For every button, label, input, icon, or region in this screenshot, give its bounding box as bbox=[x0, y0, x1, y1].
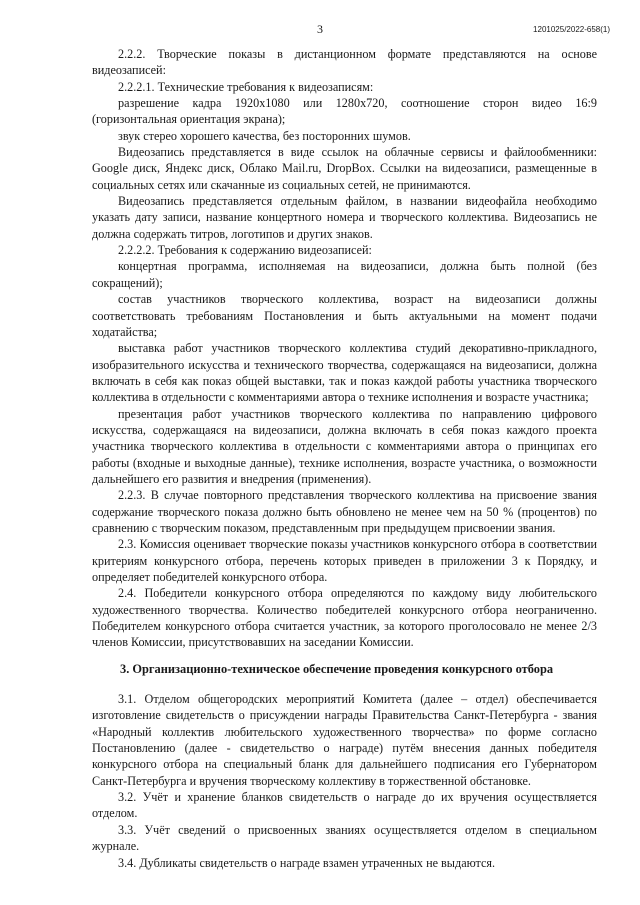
paragraph-participants: состав участников творческого коллектива, возраст на видеозаписи должны соответствовать требованиям Постановления и быть актуальными на момент подачи ходатайства; bbox=[92, 292, 597, 339]
paragraph-2-2-3: 2.2.3. В случае повторного представления творческого коллектива на присвоение звания содержание творческого показа должно быть обновлено не менее чем на 50 % (процентов) по сравнению с творческим показом, представленным при предыдущем присвоении звания. bbox=[92, 488, 597, 535]
paragraph-2-2-2-1: 2.2.2.1. Технические требования к видеозаписям: bbox=[118, 79, 374, 94]
paragraph-video-file: Видеозапись представляется отдельным файлом, в названии видеофайла необходимо указать дату записи, название концертного номера и творческого коллектива. Видеозапись не должна содержать титров, логотипов и других знаков. bbox=[92, 194, 597, 241]
document-body bbox=[92, 46, 597, 871]
section-3-heading: 3. Организационно-техническое обеспечение проведения конкурсного отбора bbox=[120, 661, 554, 676]
page-number: 3 bbox=[317, 22, 323, 36]
paragraph-3-1: 3.1. Отделом общегородских мероприятий Комитета (далее – отдел) обеспечивается изготовление свидетельств о присуждении награды Правительства Санкт-Петербурга - звания «Народный коллектив любительского художественного творчества» по форме согласно Постановлению (далее - свидетельство о награде) путём внесения данных победителя конкурсного отбора на специальный бланк для дальнейшего подписания его Губернатором Санкт-Петербурга и вручения творческому коллективу в торжественной обстановке. bbox=[92, 692, 597, 788]
paragraph-2-2-2: 2.2.2. Творческие показы в дистанционном формате представляются на основе видеозаписей: bbox=[92, 47, 597, 78]
paragraph-digital-art: презентация работ участников творческого коллектива по направлению цифрового искусства, содержащаяся на видеозаписи, должна включать в себя показ каждого проекта участника творческого коллектива в отдельности с комментариями автора о принципах его работы (входные и выходные данные), технике исполнения, возрасте участника, о возможности дальнейшего его развития и внедрения (применения). bbox=[92, 406, 597, 486]
paragraph-sound: звук стерео хорошего качества, без посторонних шумов. bbox=[118, 128, 411, 143]
paragraph-resolution: разрешение кадра 1920х1080 или 1280х720, соотношение сторон видео 16:9 (горизонтальная ориентация экрана); bbox=[92, 96, 597, 127]
paragraph-concert-program: концертная программа, исполняемая на видеозаписи, должна быть полной (без сокращений); bbox=[92, 259, 597, 290]
paragraph-3-3: 3.3. Учёт сведений о присвоенных званиях осуществляется отделом в специальном журнале. bbox=[92, 822, 597, 854]
paragraph-3-4: 3.4. Дубликаты свидетельств о награде взамен утраченных не выдаются. bbox=[118, 855, 496, 870]
paragraph-2-2-2-2: 2.2.2.2. Требования к содержанию видеозаписей: bbox=[118, 243, 372, 258]
paragraph-video-links: Видеозапись представляется в виде ссылок на облачные сервисы и файлообменники: Google диск, Яндекс диск, Облако Mail.ru, DropBox. Ссылки на видеозаписи, размещенные в социальных сетях или скачанные из социальных сетей, не принимаются. bbox=[92, 145, 597, 192]
paragraph-2-4: 2.4. Победители конкурсного отбора определяются по каждому виду любительского художественного творчества. Количество победителей конкурсного отбора неограниченно. Победителем конкурсного отбора считается участник, за которого проголосовало не менее 2/3 членов Комиссии, присутствовавших на заседании Комиссии. bbox=[92, 586, 597, 650]
document-id: 1201025/2022-658(1) bbox=[533, 25, 610, 34]
paragraph-exhibition: выставка работ участников творческого коллектива студий декоративно-прикладного, изобразительного искусства и технического творчества, содержащаяся на видеозаписи, должна включать в себя как показ общей выставки, так и показ каждой работы участника творческого коллектива в отдельности с комментариями автора о технике исполнения и возрасте участника; bbox=[92, 341, 597, 405]
paragraph-3-2: 3.2. Учёт и хранение бланков свидетельств о награде до их вручения осуществляется отделом. bbox=[92, 790, 597, 821]
paragraph-2-3: 2.3. Комиссия оценивает творческие показы участников конкурсного отбора в соответствии критериям конкурсного отбора, перечень которых приведен в приложении 3 к Порядку, и определяет победителей конкурсного отбора. bbox=[92, 537, 597, 584]
